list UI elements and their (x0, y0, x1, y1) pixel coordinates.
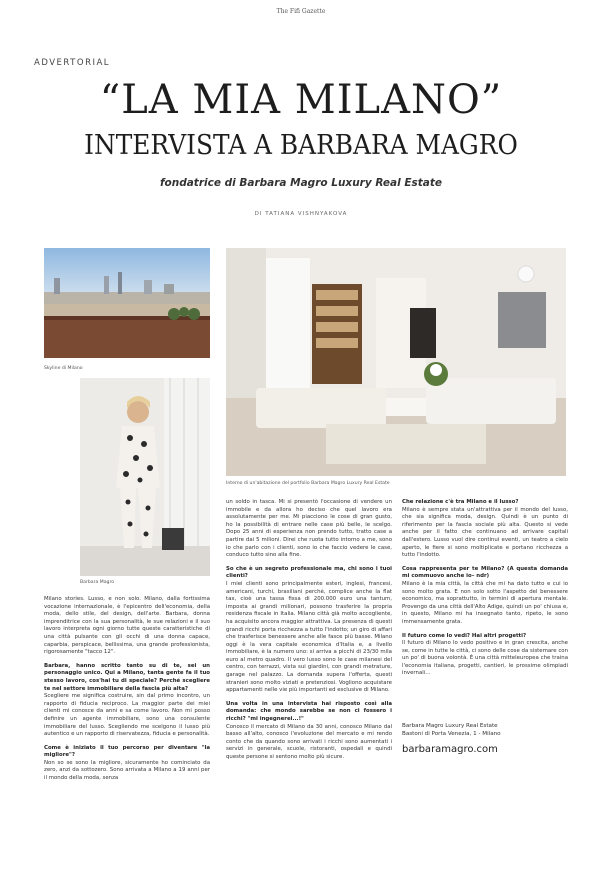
column-1 (44, 596, 210, 783)
section-kicker: ADVERTORIAL (34, 58, 111, 68)
contact-address: Bastoni di Porta Venezia, 1 - Milano (402, 731, 501, 737)
skyline-caption: Skyline di Milano (44, 366, 83, 371)
column-2 (226, 499, 392, 762)
portrait-photo (80, 378, 210, 576)
question-1: Barbara, hanno scritto tanto su di te, sei un personaggio unico. Qui a Milano, tanta gente fa il tuo stesso lavoro, cos'hai tu di speciale? Perché scegliere te nel settore immobiliare della fascia più alta? (44, 662, 210, 692)
intro-paragraph: Milano stories. Lusso, e non solo. Milano, dalla fortissima vocazione internazionale, è l'epicentro dell'economia, della moda, dello stile, del design, dell'arte. Barbara, donna imprenditrice con la sua personalità, le sue relazioni e il suo lavoro interpreta ogni giorno tutte queste caratteristiche di una città pulsante con gli occhi di una donna capace, caparbia, perspicace, bellissima, una grande professionista, rigorosamente "tacco 12". (44, 596, 210, 656)
question-6: Cosa rappresenta per te Milano? (A questa domanda mi commuovo anche io– ndr) (402, 565, 568, 580)
answer-4: Conosco il mercato di Milano da 30 anni, conosco Milano dal basso all'alto, conosco l'evoluzione del mercato e mi rendo conto che da quando sono arrivati i ricchi sono aumentati i servizi in generale, scuole, ristoranti, ospedali e quindi queste persone si sentono molto più sicure. (226, 723, 392, 760)
answer-3: I miei clienti sono principalmente esteri, inglesi, francesi, americani, turchi, brasiliani perché, complice anche la flat tax, cioè una tassa fissa di 200.000 euro una tantum, imposta ai grandi milionari, possono trasferire la propria residenza fiscale in Italia. Milano città già molto accogliente, ha acquisito ancora maggior attrattiva. La presenza di questi grandi ricchi porta ricchezza a tutto l'indotto; un giro di affari che trasferisce benessere anche alle fasce più basse. Milano oggi è la vera capitale economica d'Italia e, a livello immobiliare, è la numero uno: si arriva a picchi di 23/30 mila euro al metro quadro. Il vero lusso sono le case milanesi del centro, con terrazzi, vista sui giardini, con grandi metrature, garage nel palazzo. La domanda supera l'offerta, questi stranieri sono molto viziati e pretenziosi. Vogliono acquistare appartamenti nelle vie più importanti ed esclusive di Milano. (226, 580, 392, 694)
contact-block (402, 722, 568, 738)
masthead: The Fifi Gazette (276, 8, 326, 15)
interior-caption: Interno di un'abitazione del portfolio Barbara Magro Luxury Real Estate (226, 481, 390, 486)
answer-7: Il futuro di Milano lo vedo positivo e in gran crescita, anche se, come in tutte le città, ci sono delle cose da sistemare con un po' di buona volontà. È una città mitteleuropea che traina l'economia italiana, progetti, cantieri, le prossime olimpiadi invernali... (402, 640, 568, 677)
answer-1: Scegliere me significa costruire, sin dal primo incontro, un rapporto di fiducia reciproco. La maggior parte dei miei clienti mi conosce da anni e sa come lavoro. Non mi posso definire un agente immobiliare, sono una consulente immobiliare del lusso. Scegliendo me scelgono il lusso più autentico e un rapporto di riservatezza, fiducia e personalità. (44, 693, 210, 738)
website-link[interactable]: barbaramagro.com (402, 744, 498, 755)
question-2: Come è iniziato il tuo percorso per diventare "la migliore"? (44, 744, 210, 759)
answer-2-continued: un soldo in tasca. Mi si presentò l'occasione di vendere un immobile e da allora ho deciso che quel lavoro era assolutamente per me. Mi piacciono le cose di gran gusto, ho la possibilità di entrare nelle case più belle, le scelgo. Dopo 25 anni di esperienza non prendo tutto, tratto case a partire dai 5 milioni. Direi che ruota tutto intorno a me, sono io che parlo con i clienti, sono io che faccio vedere le case, conduco tutto sino alla fine. (226, 499, 392, 559)
subtitle: fondatrice di Barbara Magro Luxury Real Estate (159, 177, 443, 189)
headline-secondary: INTERVISTA A BARBARA MAGRO (84, 130, 518, 161)
answer-2: Non so se sono la migliore, sicuramente ho cominciato da zero, anzi da sottozero. Sono arrivata a Milano a 19 anni per il mondo della moda, senza (44, 759, 210, 782)
byline: DI TATIANA VISHNYAKOVA (254, 211, 348, 217)
headline: “LA MIA MILANO” (99, 77, 503, 123)
contact-name: Barbara Magro Luxury Real Estate (402, 723, 498, 729)
skyline-photo (44, 248, 210, 358)
column-3 (402, 499, 568, 678)
question-7: Il futuro come lo vedi? Hai altri progetti? (402, 632, 527, 639)
interior-photo (226, 248, 566, 476)
answer-5: Milano è sempre stata un'attrattiva per il mondo del lusso, che sia significa moda, design. Quindi è un punto di riferimento per la fascia sociale più alta. Questo si vede anche per il fatto che continuano ad arrivare capitali dall'estero. Lusso vuol dire continui eventi, un teatro a cielo aperto, le fiere si sono moltiplicate e portano ricchezza a tutto l'indotto. (402, 506, 568, 559)
question-3: So che è un segreto professionale ma, chi sono i tuoi clienti? (226, 565, 392, 580)
answer-6: Milano è la mia città, la città che mi ha dato tutto e cui io sono molto grata. E non solo sotto l'aspetto del benessere economico, ma soprattutto, in termini di apertura mentale. Provengo da una città dell'Alto Adige, quindi un po' chiusa e, in questo, Milano mi ha insegnato tanto, ripeto, le sono immensamente grata. (402, 580, 568, 625)
portrait-caption: Barbara Magro (80, 580, 115, 585)
question-5: Che relazione c'è tra Milano e il lusso? (402, 499, 519, 505)
question-4: Una volta in una intervista hai risposto così alla domanda: che mondo sarebbe se non ci fossero i ricchi? "mi ingegnerei...!" (226, 700, 392, 723)
